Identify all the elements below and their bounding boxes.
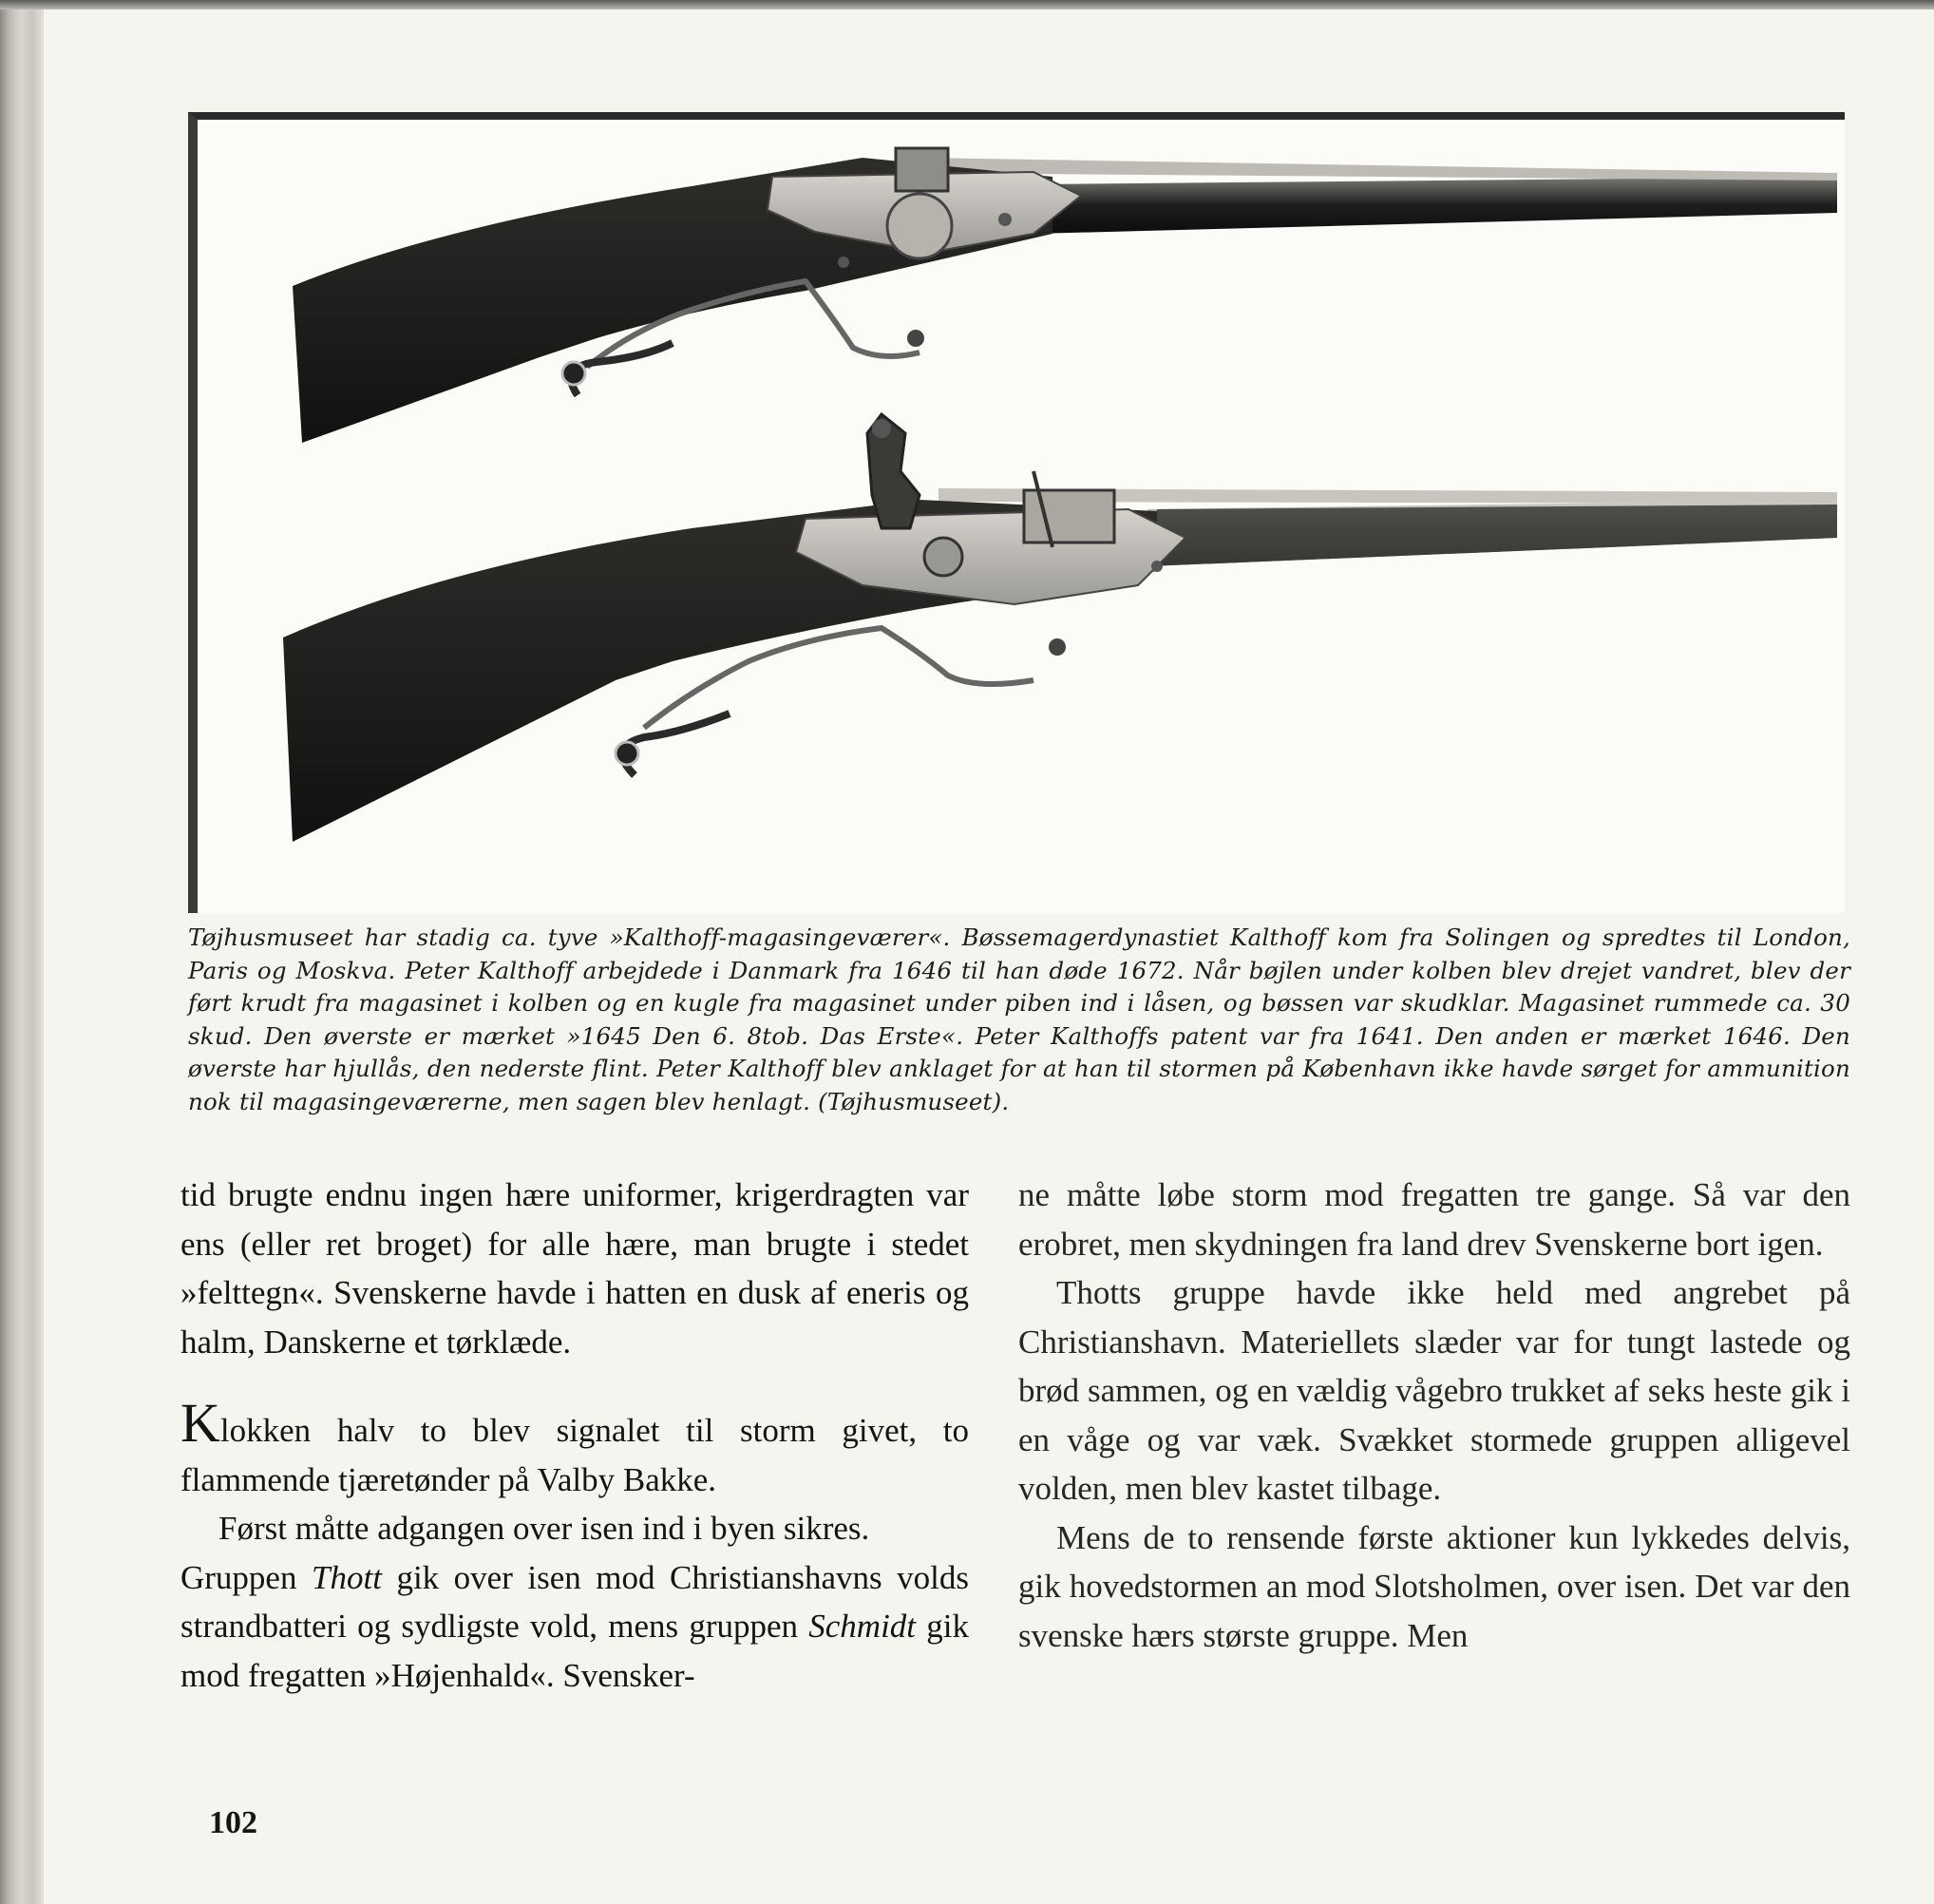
name-thott: Thott (312, 1558, 382, 1596)
right-paragraph-3: Mens de to rensende første aktioner kun lykkedes delvis, gik hovedstormen an mod Slotsholmen, over isen. Det var den svenske hærs største gruppe. Men (1018, 1518, 1850, 1654)
book-page (44, 10, 1934, 1904)
left-paragraph-3: Først måtte adgangen over isen ind i byen sikres. (218, 1510, 870, 1547)
drop-cap: K (180, 1392, 220, 1454)
rifles-illustration (198, 120, 1837, 913)
p4-text-c: gik mod fregatten »Højenhald«. Svensker- (180, 1608, 969, 1694)
bottom-rifle-flintlock (283, 414, 1837, 842)
p4-text-b: gik over isen mod Christianshavns volds strandbatteri og sydligste vold, mens gruppen (180, 1558, 970, 1645)
page-top-shadow (0, 0, 1934, 10)
left-paragraph-1: tid brugte endnu ingen hære uniformer, krigerdragten var ens (eller ret broget) for alle hære, man brugte i stedet »felttegn«. Svenskerne havde i hatten en dusk af eneris og halm, Danskerne et tørklæde. (180, 1176, 969, 1361)
right-text-column (1018, 1171, 1850, 1660)
name-schmidt: Schmidt (808, 1608, 917, 1645)
left-paragraph-2-text: lokken halv to blev signalet til storm givet, to flammende tjæretønder på Valby Bakke. (180, 1412, 969, 1498)
page-number: 102 (209, 1805, 257, 1840)
left-paragraph-2 (180, 1392, 969, 1504)
book-spine-edge (0, 0, 44, 1904)
photo-caption: Tøjhusmuseet har stadig ca. tyve »Kalthoff-magasingeværer«. Bøssemagerdynastiet Kalthoff kom fra Solingen og spredtes til London, Paris og Moskva. Peter Kalthoff arbejdede i Danmark fra 1646 til han døde 1672. Når bøjlen under kolben blev drejet vandret, blev der ført krudt fra magasinet i kolben og en kugle fra magasinet under piben ind i låsen, og bøssen var skudklar. Magasinet rummede ca. 30 skud. Den øverste er mærket »1645 Den 6. 8tob. Das Erste«. Peter Kalthoffs patent var fra 1641. Den anden er mærket 1646. Den øverste har hjullås, den nederste flint. Peter Kalthoff blev anklaget for at han til stormen på København ikke havde sørget for ammunition nok til magasingeværerne, men sagen blev henlagt. (Tøjhusmuseet). (188, 923, 1850, 1115)
left-paragraph-4 (180, 1553, 969, 1701)
p4-text-a: Gruppen (180, 1558, 312, 1596)
right-paragraph-2: Thotts gruppe havde ikke held med angrebet på Christianshavn. Materiellets slæder var for tungt lastede og brød sammen, og en vældig vågebro trukket af seks heste gik i en våge og var væk. Svækket stormede gruppen alligevel volden, men blev kastet tilbage. (1018, 1274, 1850, 1507)
antique-rifles-photo (188, 112, 1845, 913)
left-text-column (180, 1171, 969, 1700)
right-paragraph-1: ne måtte løbe storm mod fregatten tre gange. Så var den erobret, men skydningen fra land drev Svenskerne bort igen. (1018, 1176, 1850, 1263)
top-rifle-wheellock (293, 148, 1837, 443)
